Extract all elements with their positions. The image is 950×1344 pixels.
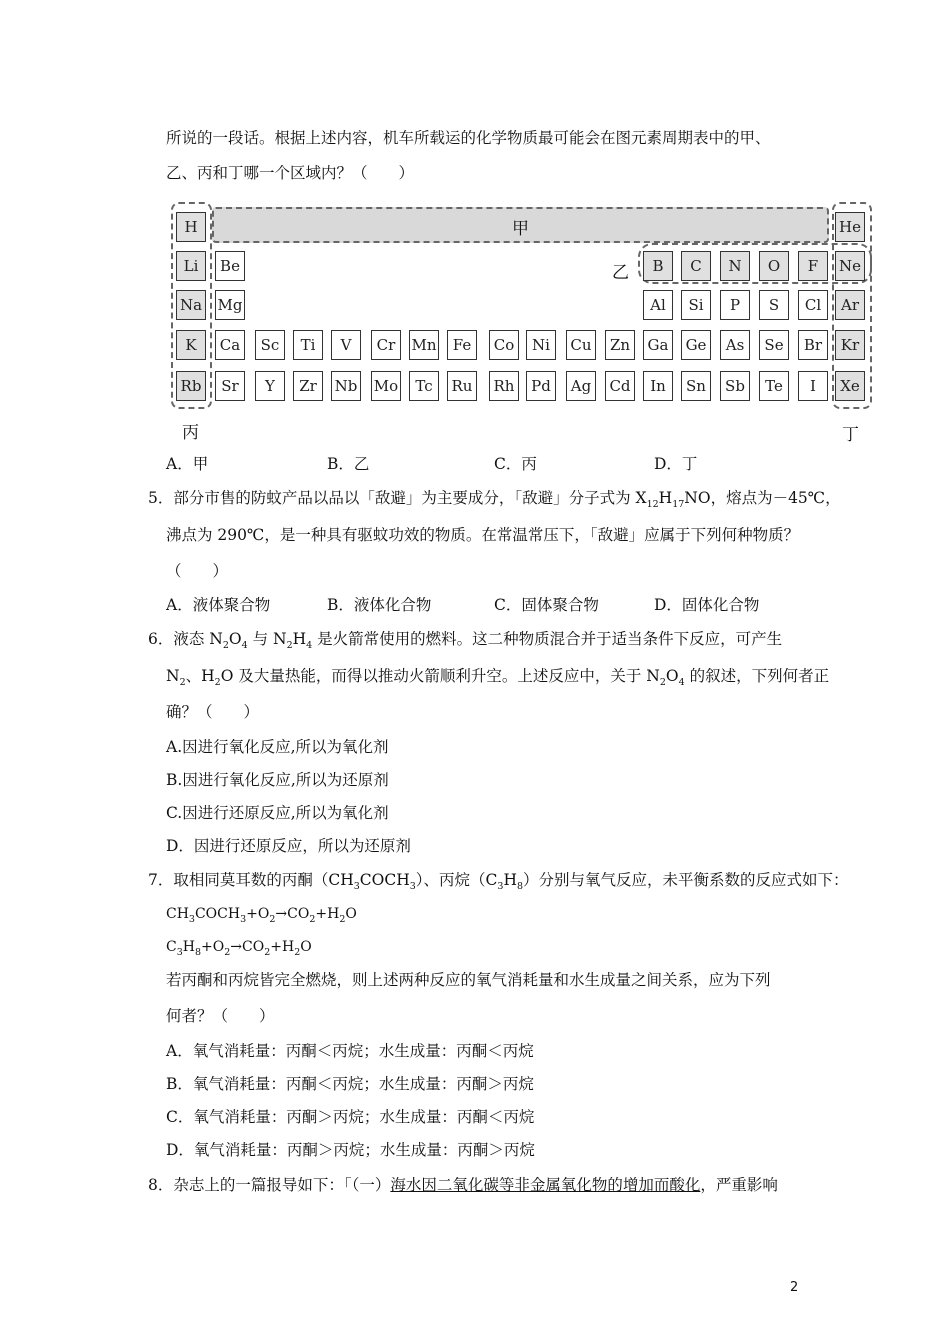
element-sn: Sn [681,371,711,401]
element-cu: Cu [566,330,596,360]
element-fe: Fe [447,330,477,360]
element-pd: Pd [526,371,556,401]
q4-option-d: D．丁 [654,455,698,473]
element-cd: Cd [605,371,635,401]
element-zn: Zn [605,330,635,360]
element-co: Co [489,330,519,360]
q6-option-c: C.因进行还原反应,所以为氧化剂 [166,804,389,822]
q5-option-b: B．液体化合物 [327,596,432,614]
element-mg: Mg [215,290,245,320]
element-c: C [681,251,711,281]
element-y: Y [255,371,285,401]
element-v: V [331,330,361,360]
q6-stem-line-1: 6．液态 $N_2O_4$ 与 $N_2H_4$ 是火箭常使用的燃料。这二种物质混合并于适当条件下反应，可产生 [148,630,783,652]
q7-equation-1: $CH_3COCH_3+O_2\to CO_2+H_2O$ [166,906,357,925]
element-he: He [835,212,865,242]
q5-stem-line-3: （ ） [166,562,229,580]
element-i: I [798,371,828,401]
intro-line-2: 乙、丙和丁哪一个区域内？（ ） [166,164,415,182]
element-o: O [759,251,789,281]
element-te: Te [759,371,789,401]
element-sb: Sb [720,371,750,401]
element-ar: Ar [835,290,865,320]
element-tc: Tc [409,371,439,401]
element-ru: Ru [447,371,477,401]
q4-option-c: C．丙 [494,455,537,473]
element-cl: Cl [798,290,828,320]
element-sc: Sc [255,330,285,360]
q5-option-d: D．固体化合物 [654,596,760,614]
q7-equation-2: $C_3H_8+O_2\to CO_2+H_2O$ [166,939,312,958]
element-ga: Ga [643,330,673,360]
element-ge: Ge [681,330,711,360]
q5-option-a: A．液体聚合物 [166,596,271,614]
q7-stem-line-5: 何者？（ ） [166,1007,275,1025]
intro-line-1: 所说的一段话。根据上述内容，机车所载运的化学物质最可能会在图元素周期表中的甲、 [166,129,771,147]
element-rh: Rh [489,371,519,401]
element-ne: Ne [835,251,865,281]
element-f: F [798,251,828,281]
element-ca: Ca [215,330,245,360]
element-ni: Ni [526,330,556,360]
element-cr: Cr [371,330,401,360]
q7-option-c: C．氧气消耗量：丙酮＞丙烷；水生成量：丙酮＜丙烷 [166,1108,535,1126]
q5-stem-line-2: 沸点为 290℃，是一种具有驱蚊功效的物质。在常温常压下，「敌避」应属于下列何种物质？ [166,526,800,544]
element-mo: Mo [371,371,401,401]
region-yi-label: 乙 [612,263,629,283]
element-li: Li [176,251,206,281]
periodic-table-figure [0,0,950,450]
element-k: K [176,330,206,360]
q4-option-a: A．甲 [166,455,209,473]
region-bing-label: 丙 [182,423,199,443]
element-na: Na [176,290,206,320]
element-al: Al [643,290,673,320]
q6-stem-line-3: 确？（ ） [166,703,260,721]
element-h: H [176,212,206,242]
element-rb: Rb [176,371,206,401]
element-p: P [720,290,750,320]
q7-option-a: A．氧气消耗量：丙酮＜丙烷；水生成量：丙酮＜丙烷 [166,1042,534,1060]
element-ag: Ag [566,371,596,401]
q6-option-d: D．因进行还原反应，所以为还原剂 [166,837,411,855]
q6-option-a: A.因进行氧化反应,所以为氧化剂 [166,738,389,756]
element-b: B [643,251,673,281]
element-ti: Ti [293,330,323,360]
q7-option-b: B．氧气消耗量：丙酮＜丙烷；水生成量：丙酮＞丙烷 [166,1075,534,1093]
q6-option-b: B.因进行氧化反应,所以为还原剂 [166,771,389,789]
element-xe: Xe [835,371,865,401]
element-nb: Nb [331,371,361,401]
element-mn: Mn [409,330,439,360]
q7-stem-line-4: 若丙酮和丙烷皆完全燃烧，则上述两种反应的氧气消耗量和水生成量之间关系，应为下列 [166,971,771,989]
q8-stem-line-1: 8．杂志上的一篇报导如下：「（一）海水因二氧化碳等非金属氧化物的增加而酸化，严重影响 [148,1176,778,1194]
region-jia-label: 甲 [512,219,529,239]
region-ding-label: 丁 [842,425,859,445]
q8-underlined-phrase: 海水因二氧化碳等非金属氧化物的增加而酸化 [390,1176,701,1194]
element-se: Se [759,330,789,360]
element-n: N [720,251,750,281]
element-in: In [643,371,673,401]
element-be: Be [215,251,245,281]
element-zr: Zr [293,371,323,401]
element-as: As [720,330,750,360]
element-s: S [759,290,789,320]
q5-option-c: C．固体聚合物 [494,596,599,614]
q5-stem-line-1: 5．部分市售的防蚊产品以品以「敌避」为主要成分，「敌避」分子式为 $X_{12}H_{17}NO$，熔点为－45℃， [148,489,841,511]
element-kr: Kr [835,330,865,360]
element-sr: Sr [215,371,245,401]
element-br: Br [798,330,828,360]
element-si: Si [681,290,711,320]
page-number: 2 [790,1280,799,1295]
q6-stem-line-2: $N_2$、$H_2O$ 及大量热能，而得以推动火箭顺利升空。上述反应中，关于 $N_2O_4$ 的叙述，下列何者正 [166,667,830,689]
q7-option-d: D．氧气消耗量：丙酮＞丙烷；水生成量：丙酮＞丙烷 [166,1141,535,1159]
q7-stem-line-1: 7．取相同莫耳数的丙酮$(CH_3COCH_3)$、丙烷$(C_3H_8)$分别与氧气反应，未平衡系数的反应式如下： [148,871,849,893]
q4-option-b: B．乙 [327,455,370,473]
